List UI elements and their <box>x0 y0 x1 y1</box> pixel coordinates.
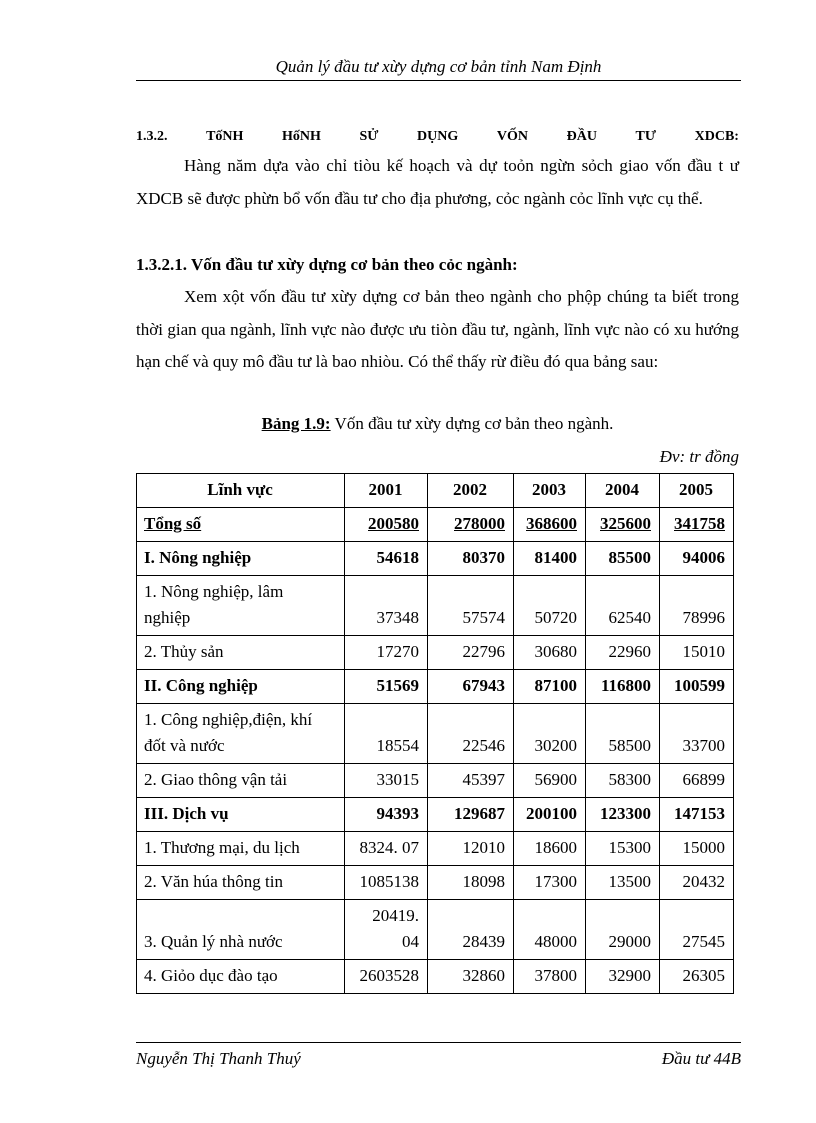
section-word: SỬ <box>359 129 379 144</box>
row-label-line: nghiệp <box>144 608 191 627</box>
row-label: I. Nông nghiệp <box>137 542 345 576</box>
cell-value: 20432 <box>660 866 734 900</box>
cell-value: 57574 <box>428 576 514 636</box>
cell-value: 341758 <box>660 508 734 542</box>
table-caption-label: Bảng 1.9: <box>261 414 331 433</box>
footer-class: Đầu tư 44B <box>661 1049 741 1068</box>
cell-value: 15300 <box>586 832 660 866</box>
table-row <box>137 704 734 764</box>
page-header <box>136 56 741 81</box>
section-word: HốNH <box>282 129 321 144</box>
cell-value: 66899 <box>660 764 734 798</box>
cell-value: 54618 <box>345 542 428 576</box>
row-label: 2. Văn húa thông tin <box>137 866 345 900</box>
cell-value: 94006 <box>660 542 734 576</box>
row-label-line: 1. Nông nghiệp, lâm <box>144 582 284 601</box>
cell-value: 37348 <box>345 576 428 636</box>
cell-value: 18098 <box>428 866 514 900</box>
cell-value: 58500 <box>586 704 660 764</box>
table-caption <box>136 411 739 437</box>
section-word: VỐN <box>496 129 528 144</box>
cell-value: 67943 <box>428 670 514 704</box>
cell-value: 116800 <box>586 670 660 704</box>
section-word: ĐẦU <box>566 129 597 144</box>
cell-value: 123300 <box>586 798 660 832</box>
row-label <box>137 576 345 636</box>
cell-value: 81400 <box>514 542 586 576</box>
table-row <box>137 832 734 866</box>
paragraph-2-text: Xem xột vốn đầu tư xừy dựng cơ bản theo ngành cho phộp chúng ta biết trong thời gian qua ngành, lĩnh vực nào được ưu tiòn đầu tư, ngành, lĩnh vực nào có xu hướng hạn chế và quy mô đầu tư là bao nhiòu. Có thể thấy rừ điều đó qua bảng sau: <box>136 287 739 371</box>
row-label: III. Dịch vụ <box>137 798 345 832</box>
cell-value: 100599 <box>660 670 734 704</box>
row-label: 2. Thủy sản <box>137 636 345 670</box>
column-header: 2003 <box>514 474 586 508</box>
cell-value: 15010 <box>660 636 734 670</box>
cell-value: 33015 <box>345 764 428 798</box>
cell-value-line: 20419. <box>372 906 419 925</box>
cell-value-line: 04 <box>402 932 419 951</box>
cell-value: 200580 <box>345 508 428 542</box>
table-row <box>137 670 734 704</box>
paragraph-2 <box>136 281 739 379</box>
section-word: TƯ <box>635 129 657 144</box>
cell-value: 50720 <box>514 576 586 636</box>
row-label: 4. Giỏo dục đào tạo <box>137 960 345 994</box>
cell-value: 18554 <box>345 704 428 764</box>
cell-value: 56900 <box>514 764 586 798</box>
cell-value: 58300 <box>586 764 660 798</box>
table-row <box>137 636 734 670</box>
cell-value: 62540 <box>586 576 660 636</box>
cell-value: 33700 <box>660 704 734 764</box>
row-label-line: 1. Công nghiệp,điện, khí <box>144 710 313 729</box>
row-label <box>137 704 345 764</box>
cell-value: 1085138 <box>345 866 428 900</box>
table-row <box>137 960 734 994</box>
cell-value: 18600 <box>514 832 586 866</box>
column-header: 2004 <box>586 474 660 508</box>
cell-value: 94393 <box>345 798 428 832</box>
row-label: 2. Giao thông vận tải <box>137 764 345 798</box>
cell-value: 87100 <box>514 670 586 704</box>
cell-value: 15000 <box>660 832 734 866</box>
section-number: 1.3.2. <box>136 129 168 144</box>
row-label-text: 3. Quản lý nhà nước <box>144 932 283 951</box>
table-row <box>137 764 734 798</box>
cell-value: 45397 <box>428 764 514 798</box>
cell-value <box>345 900 428 960</box>
cell-value: 200100 <box>514 798 586 832</box>
cell-value: 48000 <box>514 900 586 960</box>
cell-value: 29000 <box>586 900 660 960</box>
column-header: Lĩnh vực <box>137 474 345 508</box>
row-label-line: đốt và nước <box>144 736 225 755</box>
section-word: XDCB: <box>694 129 739 144</box>
cell-value: 368600 <box>514 508 586 542</box>
cell-value: 22960 <box>586 636 660 670</box>
header-title: Quản lý đầu tư xừy dựng cơ bản tỉnh Nam Định <box>275 57 602 76</box>
cell-value: 85500 <box>586 542 660 576</box>
row-label: Tổng số <box>137 508 345 542</box>
cell-value: 30680 <box>514 636 586 670</box>
column-header: 2001 <box>345 474 428 508</box>
table-row <box>137 798 734 832</box>
cell-value: 325600 <box>586 508 660 542</box>
table-row <box>137 576 734 636</box>
paragraph-1 <box>136 150 739 215</box>
table-row-total <box>137 508 734 542</box>
row-label <box>137 900 345 960</box>
section-word: DỤNG <box>417 129 459 144</box>
cell-value: 17270 <box>345 636 428 670</box>
cell-value: 129687 <box>428 798 514 832</box>
table-unit: Đv: tr đồng <box>659 447 739 466</box>
table-row <box>137 542 734 576</box>
table-caption-text: Vốn đầu tư xừy dựng cơ bản theo ngành. <box>330 414 614 433</box>
cell-value: 51569 <box>345 670 428 704</box>
cell-value: 2603528 <box>345 960 428 994</box>
cell-value: 32900 <box>586 960 660 994</box>
subheading: 1.3.2.1. Vốn đầu tư xừy dựng cơ bản theo cỏc ngành: <box>136 255 518 274</box>
row-label: 1. Thương mại, du lịch <box>137 832 345 866</box>
page-footer <box>136 1042 741 1071</box>
section-heading <box>136 126 739 148</box>
cell-value: 78996 <box>660 576 734 636</box>
column-header: 2005 <box>660 474 734 508</box>
cell-value: 147153 <box>660 798 734 832</box>
cell-value: 13500 <box>586 866 660 900</box>
cell-value: 17300 <box>514 866 586 900</box>
cell-value: 8324. 07 <box>345 832 428 866</box>
cell-value: 26305 <box>660 960 734 994</box>
footer-author: Nguyễn Thị Thanh Thuý <box>136 1049 301 1068</box>
cell-value: 22546 <box>428 704 514 764</box>
cell-value: 32860 <box>428 960 514 994</box>
cell-value: 22796 <box>428 636 514 670</box>
cell-value: 278000 <box>428 508 514 542</box>
table-header-row <box>137 474 734 508</box>
investment-table <box>136 473 734 994</box>
column-header: 2002 <box>428 474 514 508</box>
cell-value: 28439 <box>428 900 514 960</box>
paragraph-1-text: Hàng năm dựa vào chỉ tiòu kế hoạch và dự toỏn ngừn sỏch giao vốn đầu t ư XDCB sẽ được phừn bổ vốn đầu tư cho địa phương, cỏc ngành cỏc lĩnh vực cụ thể. <box>136 156 739 208</box>
table-row <box>137 866 734 900</box>
cell-value: 12010 <box>428 832 514 866</box>
cell-value: 27545 <box>660 900 734 960</box>
cell-value: 30200 <box>514 704 586 764</box>
row-label: II. Công nghiệp <box>137 670 345 704</box>
cell-value: 37800 <box>514 960 586 994</box>
table-row <box>137 900 734 960</box>
section-word: TốNH <box>206 129 244 144</box>
cell-value: 80370 <box>428 542 514 576</box>
